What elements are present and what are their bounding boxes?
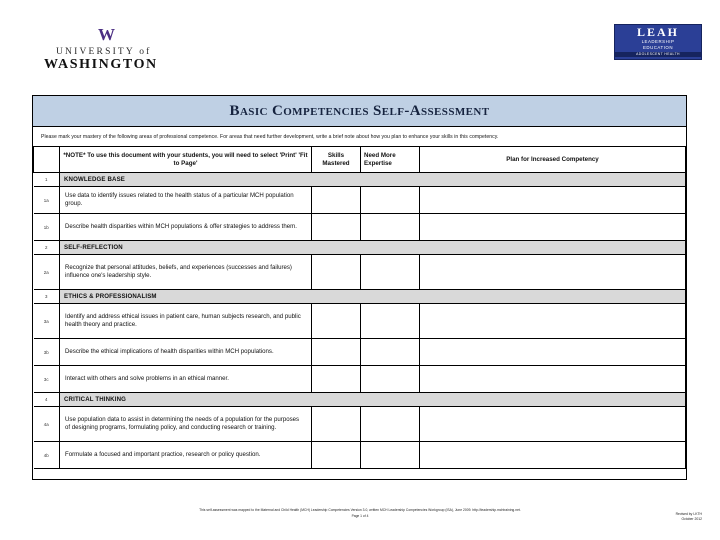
section-header-row: [34, 241, 686, 255]
instructions-text: Please mark your mastery of the following areas of professional competence. For areas that need further development, write a brief note about how you plan to enhance your skills in this competency.: [41, 134, 499, 140]
need-more-expertise-checkbox-cell[interactable]: [361, 366, 420, 393]
need-more-expertise-checkbox-cell[interactable]: [361, 255, 420, 290]
leah-logo-line4: ADOLESCENT HEALTH: [615, 52, 701, 57]
uw-logo: [38, 26, 218, 73]
skills-mastered-checkbox-cell[interactable]: [312, 442, 361, 469]
need-more-expertise-checkbox-cell[interactable]: [361, 214, 420, 241]
table-row: [34, 442, 686, 469]
column-header-skills-mastered: Skills Mastered: [312, 147, 361, 173]
plan-input-cell[interactable]: [420, 187, 686, 214]
column-header-plan: Plan for Increased Competency: [420, 147, 686, 173]
footer-page-number: Page 1 of 4: [351, 513, 369, 518]
uw-logo-line2: WASHINGTON: [44, 57, 158, 72]
skills-mastered-checkbox-cell[interactable]: [312, 366, 361, 393]
plan-input-cell[interactable]: [420, 407, 686, 442]
need-more-expertise-checkbox-cell[interactable]: [361, 407, 420, 442]
item-text: Describe health disparities within MCH populations & offer strategies to address them.: [60, 214, 312, 241]
skills-mastered-checkbox-cell[interactable]: [312, 255, 361, 290]
revised-date: October 2012: [681, 517, 702, 522]
item-text: Use population data to assist in determining the needs of a population for the purposes of designing programs, formulating policy, and conducting research or training.: [60, 407, 312, 442]
plan-input-cell[interactable]: [420, 214, 686, 241]
skills-mastered-checkbox-cell[interactable]: [312, 304, 361, 339]
item-text: Formulate a focused and important practice, research or policy question.: [60, 442, 312, 469]
section-label: ETHICS & PROFESSIONALISM: [60, 290, 686, 304]
need-more-expertise-checkbox-cell[interactable]: [361, 339, 420, 366]
competency-table: [33, 146, 686, 469]
item-number: 3a: [34, 304, 60, 339]
column-header-need-more-expertise: Need More Expertise: [361, 147, 420, 173]
item-text: Recognize that personal attitudes, beliefs, and experiences (successes and failures) influence one's leadership style.: [60, 255, 312, 290]
plan-input-cell[interactable]: [420, 366, 686, 393]
plan-input-cell[interactable]: [420, 339, 686, 366]
table-row: [34, 407, 686, 442]
section-header-row: [34, 173, 686, 187]
table-row: [34, 366, 686, 393]
skills-mastered-checkbox-cell[interactable]: [312, 339, 361, 366]
table-row: [34, 339, 686, 366]
section-label: KNOWLEDGE BASE: [60, 173, 686, 187]
page-footer: [0, 508, 720, 518]
leah-logo: [614, 24, 702, 60]
item-number: 4b: [34, 442, 60, 469]
section-label: CRITICAL THINKING: [60, 393, 686, 407]
footer-source-text: This self-assessment was mapped to the Maternal and Child Health (MCH) Leadership Competencies Version 3.0, written MCH Leadership Competencies Workgroup (ISA), June 2009. http://leadership.mchtraining.net.: [199, 508, 521, 512]
item-text: Interact with others and solve problems in an ethical manner.: [60, 366, 312, 393]
item-text: Use data to identify issues related to the health status of a particular MCH population group.: [60, 187, 312, 214]
section-number: 4: [34, 393, 60, 407]
table-row: [34, 187, 686, 214]
item-number: 3b: [34, 339, 60, 366]
plan-input-cell[interactable]: [420, 255, 686, 290]
item-number: 4a: [34, 407, 60, 442]
section-number: 2: [34, 241, 60, 255]
page-header: [0, 0, 720, 92]
document-title-band: [33, 96, 686, 127]
skills-mastered-checkbox-cell[interactable]: [312, 407, 361, 442]
section-header-row: [34, 393, 686, 407]
uw-w-mark: W: [98, 25, 116, 44]
uw-logo-line1: UNIVERSITY of: [56, 47, 152, 57]
page-title: Basic Competencies Self-Assessment: [229, 102, 490, 119]
table-row: [34, 304, 686, 339]
plan-input-cell[interactable]: [420, 304, 686, 339]
leah-logo-line1: LEAH: [636, 25, 679, 39]
item-number: 1a: [34, 187, 60, 214]
competency-table-body: [34, 173, 686, 469]
document-page: [32, 95, 687, 480]
section-number: 1: [34, 173, 60, 187]
item-text: Identify and address ethical issues in patient care, human subjects research, and public health theory and practice.: [60, 304, 312, 339]
need-more-expertise-checkbox-cell[interactable]: [361, 187, 420, 214]
column-header-number: [34, 147, 60, 173]
need-more-expertise-checkbox-cell[interactable]: [361, 304, 420, 339]
table-row: [34, 214, 686, 241]
leah-logo-line3: EDUCATION: [642, 45, 674, 50]
revised-by: Revised by LKTH: [675, 512, 702, 516]
item-number: 2a: [34, 255, 60, 290]
section-header-row: [34, 290, 686, 304]
skills-mastered-checkbox-cell[interactable]: [312, 214, 361, 241]
item-text: Describe the ethical implications of health disparities within MCH populations.: [60, 339, 312, 366]
need-more-expertise-checkbox-cell[interactable]: [361, 442, 420, 469]
item-number: 1b: [34, 214, 60, 241]
section-number: 3: [34, 290, 60, 304]
section-label: SELF-REFLECTION: [60, 241, 686, 255]
skills-mastered-checkbox-cell[interactable]: [312, 187, 361, 214]
leah-logo-line2: LEADERSHIP: [641, 39, 675, 44]
item-number: 3c: [34, 366, 60, 393]
table-row: [34, 255, 686, 290]
plan-input-cell[interactable]: [420, 442, 686, 469]
table-header-row: [34, 147, 686, 173]
footer-revision: [676, 512, 702, 523]
print-note: *NOTE* To use this document with your students, you will need to select 'Print' 'Fit to Page': [60, 147, 312, 173]
